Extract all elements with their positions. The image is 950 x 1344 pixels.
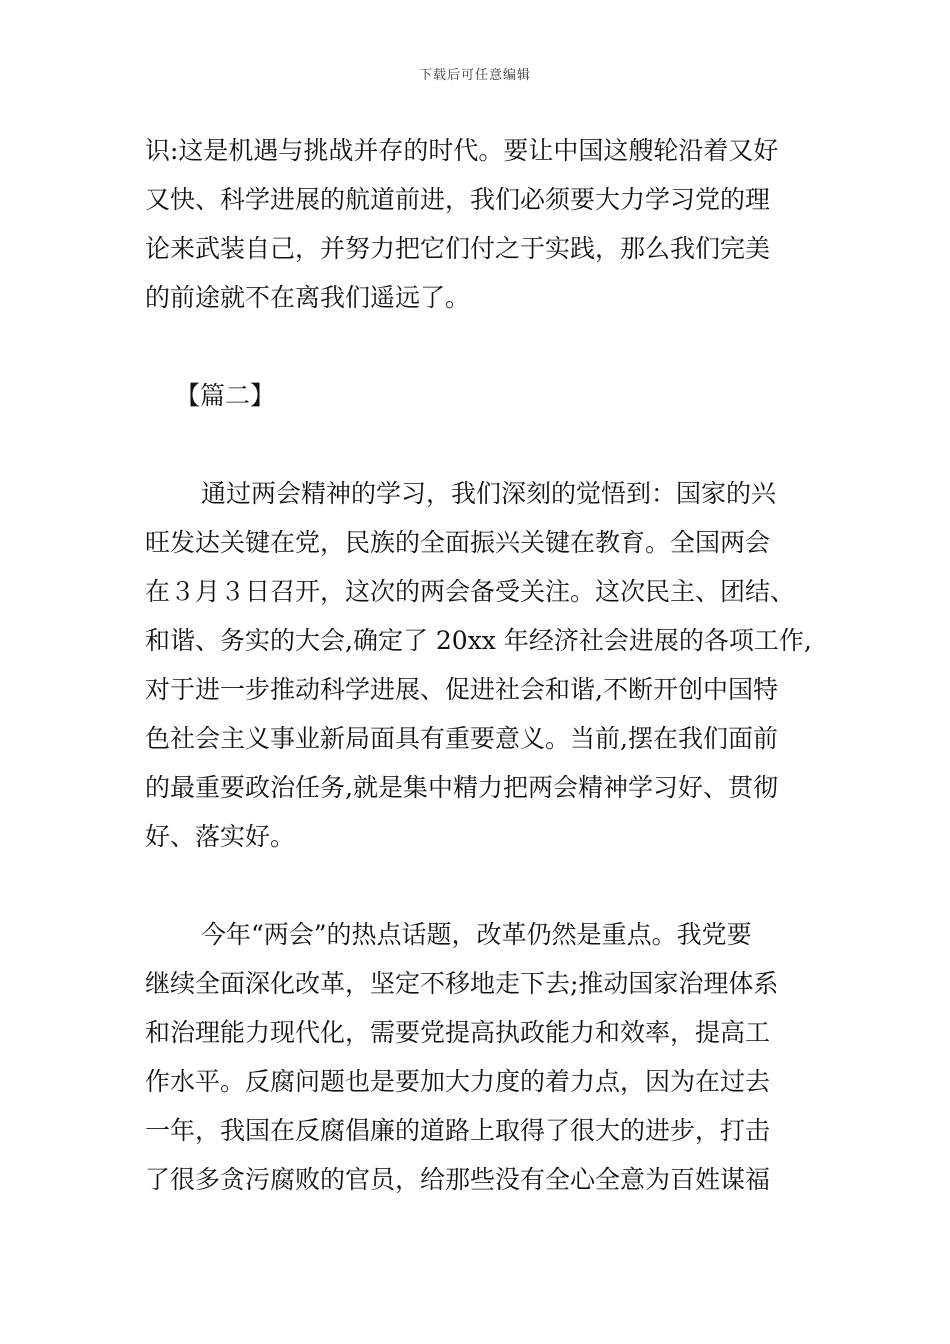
paragraph-line: 论来武装自己，并努力把它们付之于实践，那么我们完美 [145,234,771,263]
blank-line [145,420,813,469]
paragraph-line: 的最重要政治任务,就是集中精力把两会精神学习好、贯彻 [145,773,778,802]
page-header: 下载后可任意编辑 [418,68,531,83]
paragraph-line: 识:这是机遇与挑战并存的时代。要让中国这艘轮沿着又好 [145,136,779,165]
blank-line [145,322,813,371]
section-heading: 【篇二】 [175,381,276,410]
document-body [145,126,813,1204]
paragraph-line: 今年“两会”的热点话题，改革仍然是重点。我党要 [201,920,752,949]
blank-line [145,861,813,910]
paragraph-line: 继续全面深化改革，坚定不移地走下去;推动国家治理体系 [145,969,779,998]
paragraph-line: 和谐、务实的大会,确定了 20xx 年经济社会进展的各项工作, [145,626,812,655]
paragraph-2 [145,469,813,861]
paragraph-line: 的前途就不在离我们遥远了。 [145,283,471,312]
paragraph-line: 通过两会精神的学习，我们深刻的觉悟到：国家的兴 [201,479,777,508]
paragraph-line: 了很多贪污腐败的官员，给那些没有全心全意为百姓谋福 [145,1165,771,1194]
paragraph-line: 对于进一步推动科学进展、促进社会和谐,不断开创中国特 [145,675,778,704]
paragraph-line: 一年，我国在反腐倡廉的道路上取得了很大的进步，打击 [145,1116,771,1145]
paragraph-line: 旺发达关键在党，民族的全面振兴关键在教育。全国两会 [145,528,771,557]
paragraph-line: 在３月３日召开，这次的两会备受关注。这次民主、团结、 [145,577,796,606]
paragraph-line: 和治理能力现代化，需要党提高执政能力和效率，提高工 [145,1018,771,1047]
paragraph-3 [145,910,813,1204]
paragraph-1 [145,126,813,322]
paragraph-line: 又快、科学进展的航道前进，我们必须要大力学习党的理 [145,185,771,214]
paragraph-line: 色社会主义事业新局面具有重要意义。当前,摆在我们面前 [145,724,778,753]
paragraph-line: 作水平。反腐问题也是要加大力度的着力点，因为在过去 [145,1067,771,1096]
paragraph-line: 好、落实好。 [145,822,296,851]
